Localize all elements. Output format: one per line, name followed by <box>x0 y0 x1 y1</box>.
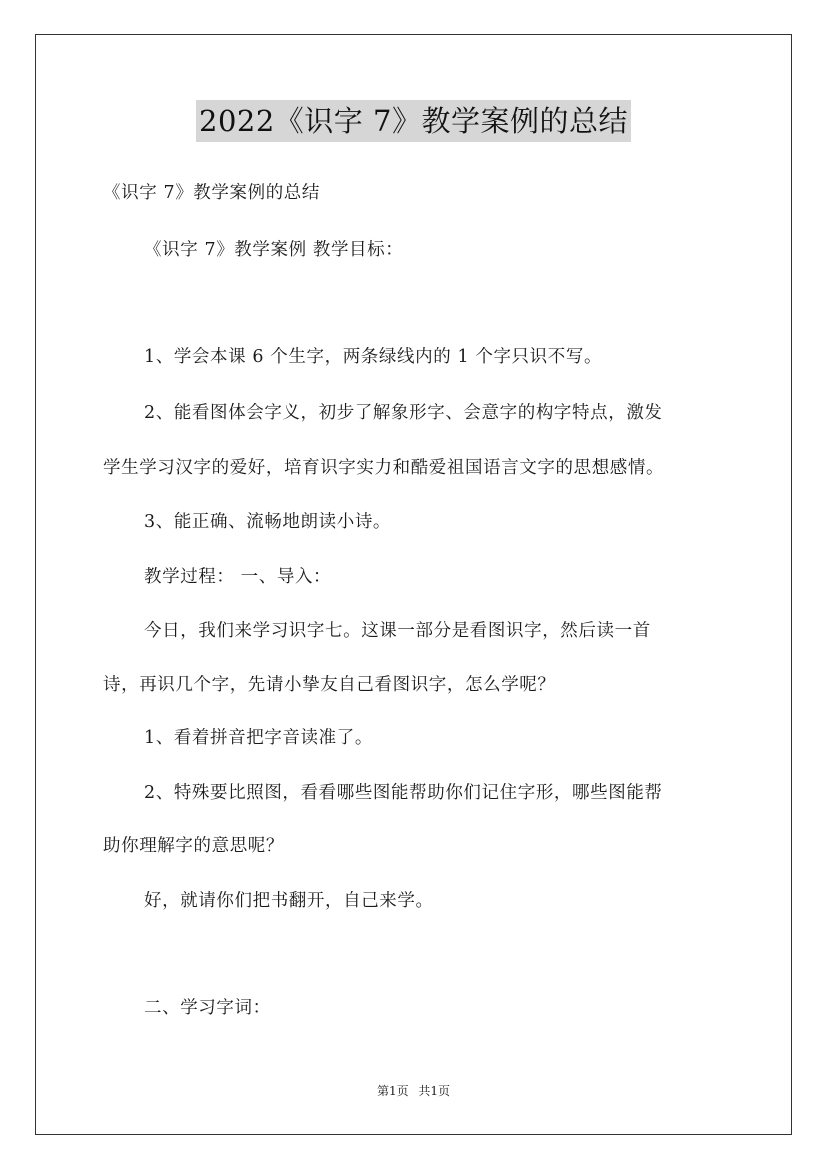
title-container <box>0 100 827 142</box>
paragraph-line: 助你理解字的意思呢？ <box>103 836 284 856</box>
paragraph-line: 2、特殊要比照图，看看哪些图能帮助你们记住字形，哪些图能帮 <box>144 783 663 803</box>
paragraph-line: 《识字 7》教学案例 教学目标： <box>144 240 404 260</box>
paragraph-line: 诗，再识几个字，先请小挚友自己看图识字，怎么学呢？ <box>103 675 556 695</box>
paragraph-line: 2、能看图体会字义，初步了解象形字、会意字的构字特点，激发 <box>144 403 663 423</box>
document-title: 2022《识字 7》教学案例的总结 <box>196 100 631 142</box>
page-footer <box>0 1082 827 1100</box>
subtitle-line: 《识字 7》教学案例的总结 <box>103 183 320 203</box>
paragraph-line: 二、学习字词： <box>144 998 271 1018</box>
paragraph-line: 学生学习汉字的爱好，培育识字实力和酷爱祖国语言文字的思想感情。 <box>103 458 665 478</box>
paragraph-line: 今日，我们来学习识字七。这课一部分是看图识字，然后读一首 <box>144 621 651 641</box>
paragraph-line: 3、能正确、流畅地朗读小诗。 <box>144 512 392 532</box>
page-total: 共1页 <box>418 1084 451 1098</box>
paragraph-line: 好，就请你们把书翻开，自己来学。 <box>144 891 434 911</box>
page-number: 第1页 <box>376 1084 409 1098</box>
paragraph-line: 1、看着拼音把字音读准了。 <box>144 728 373 748</box>
paragraph-line: 1、学会本课 6 个生字，两条绿线内的 1 个字只识不写。 <box>144 347 603 367</box>
paragraph-line: 教学过程： 一、导入： <box>144 567 332 587</box>
